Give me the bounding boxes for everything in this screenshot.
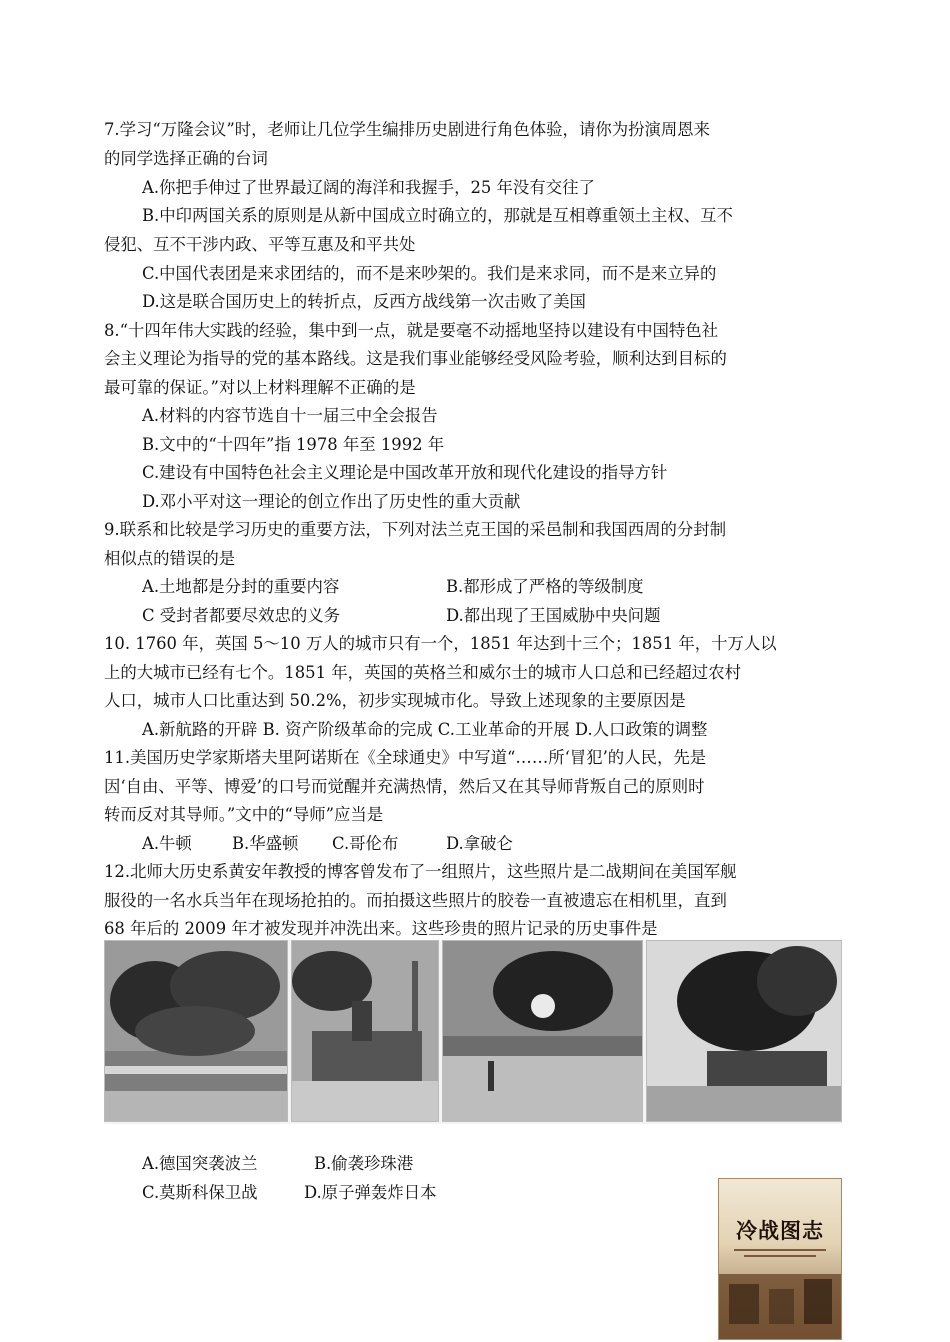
q11-option-d: D.拿破仑 bbox=[446, 834, 513, 853]
q8-option-d: D.邓小平对这一理论的创立作出了历史性的重大贡献 bbox=[142, 492, 521, 511]
q9-stem-line-2: 相似点的错误的是 bbox=[104, 549, 236, 568]
q10-options: A.新航路的开辟 B. 资产阶级革命的完成 C.工业革命的开展 D.人口政策的调整 bbox=[142, 720, 708, 739]
q8-stem-line-2: 会主义理论为指导的党的基本路线。这是我们事业能够经受风险考验，顺利达到目标的 bbox=[104, 349, 727, 368]
photo-sinking-destroyer bbox=[646, 940, 842, 1122]
q7-stem-line-2: 的同学选择正确的台词 bbox=[104, 149, 268, 168]
q10-stem-line-2: 上的大城市已经有七个。1851 年，英国的英格兰和威尔士的城市人口总和已经超过农村 bbox=[104, 663, 741, 682]
q12-option-b: B.偷袭珍珠港 bbox=[314, 1154, 414, 1173]
q10-stem-line-3: 人口，城市人口比重达到 50.2%，初步实现城市化。导致上述现象的主要原因是 bbox=[104, 691, 686, 710]
q8-option-b: B.文中的“十四年”指 1978 年至 1992 年 bbox=[142, 435, 445, 454]
book-cover-image bbox=[718, 1178, 842, 1340]
q8-stem-line-1: 8.“十四年伟大实践的经验，集中到一点，就是要毫不动摇地坚持以建设有中国特色社 bbox=[104, 321, 719, 340]
q7-stem-line-1: 7.学习“万隆会议”时，老师让几位学生编排历史剧进行角色体验，请你为扮演周恩来 bbox=[104, 120, 711, 139]
q7-option-a: A.你把手伸过了世界最辽阔的海洋和我握手，25 年没有交往了 bbox=[142, 178, 595, 197]
q12-stem-line-1: 12.北师大历史系黄安年教授的博客曾发布了一组照片，这些照片是二战期间在美国军舰 bbox=[104, 862, 737, 881]
q11-stem-line-3: 转而反对其导师。”文中的“导师”应当是 bbox=[104, 805, 384, 824]
book-title: 冷战图志 bbox=[736, 1219, 824, 1243]
q7-option-c: C.中国代表团是来求团结的，而不是来吵架的。我们是来求同，而不是来立异的 bbox=[142, 264, 717, 283]
q8-option-c: C.建设有中国特色社会主义理论是中国改革开放和现代化建设的指导方针 bbox=[142, 463, 668, 482]
q11-stem-line-1: 11.美国历史学家斯塔夫里阿诺斯在《全球通史》中写道“……所‘冒犯’的人民，先是 bbox=[104, 748, 707, 767]
q10-stem-line-1: 10. 1760 年，英国 5～10 万人的城市只有一个，1851 年达到十三个；1851 年，十万人以 bbox=[104, 634, 777, 653]
q12-stem-line-2: 服役的一名水兵当年在现场抢拍的。而拍摄这些照片的胶卷一直被遗忘在相机里，直到 bbox=[104, 891, 727, 910]
q7-option-b-line-2: 侵犯、互不干涉内政、平等互惠及和平共处 bbox=[104, 235, 416, 254]
q8-option-a: A.材料的内容节选自十一届三中全会报告 bbox=[142, 406, 438, 425]
q12-option-c: C.莫斯科保卫战 bbox=[142, 1183, 258, 1202]
q11-stem-line-2: 因‘自由、平等、博爱’的口号而觉醒并充满热情，然后又在其导师背叛自己的原则时 bbox=[104, 777, 705, 796]
q11-option-a: A.牛顿 bbox=[142, 834, 192, 853]
q9-option-a: A.土地都是分封的重要内容 bbox=[142, 577, 340, 596]
q9-stem-line-1: 9.联系和比较是学习历史的重要方法，下列对法兰克王国的采邑制和我国西周的分封制 bbox=[104, 520, 727, 539]
photo-airfield-explosion bbox=[442, 940, 643, 1122]
q11-option-b: B.华盛顿 bbox=[232, 834, 299, 853]
q7-option-d: D.这是联合国历史上的转折点，反西方战线第一次击败了美国 bbox=[142, 292, 586, 311]
q9-option-d: D.都出现了王国威胁中央问题 bbox=[446, 606, 661, 625]
q12-stem-line-3: 68 年后的 2009 年才被发现并冲洗出来。这些珍贵的照片记录的历史事件是 bbox=[104, 919, 658, 938]
q12-option-d: D.原子弹轰炸日本 bbox=[304, 1183, 437, 1202]
photo-harbor-smoke bbox=[104, 940, 288, 1122]
pearl-harbor-photo-strip bbox=[104, 940, 842, 1124]
q7-option-b-line-1: B.中印两国关系的原则是从新中国成立时确立的，那就是互相尊重领土主权、互不 bbox=[142, 206, 733, 225]
photo-damaged-battleship bbox=[291, 940, 438, 1122]
q12-option-a: A.德国突袭波兰 bbox=[142, 1154, 258, 1173]
q8-stem-line-3: 最可靠的保证。”对以上材料理解不正确的是 bbox=[104, 378, 416, 397]
q9-option-c: C 受封者都要尽效忠的义务 bbox=[142, 606, 341, 625]
q9-option-b: B.都形成了严格的等级制度 bbox=[446, 577, 644, 596]
q11-option-c: C.哥伦布 bbox=[332, 834, 399, 853]
